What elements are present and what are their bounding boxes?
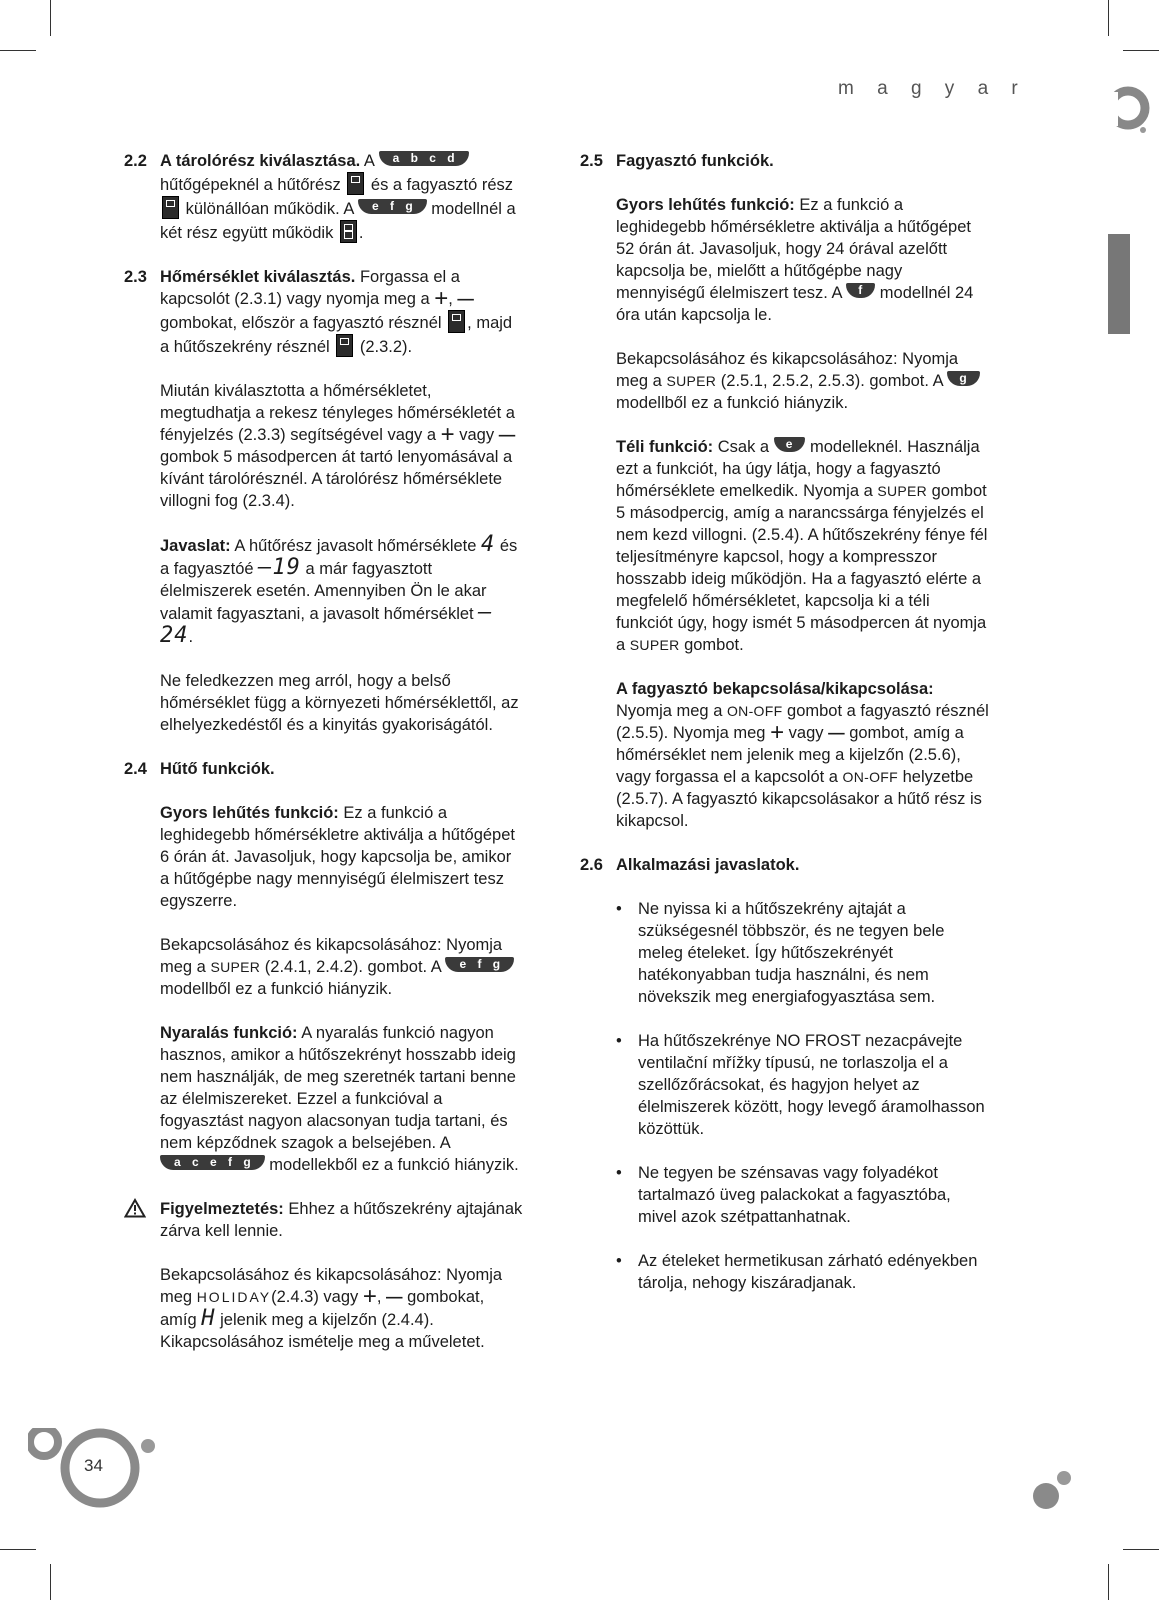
minus-button-icon: —	[828, 724, 845, 742]
subsection-title: Gyors lehűtés funkció:	[616, 196, 795, 214]
subsection-title: A fagyasztó bekapcsolása/kikapcsolása:	[616, 680, 934, 698]
freezer-compartment-icon	[448, 310, 465, 333]
super-button-label: SUPER	[210, 959, 261, 975]
plus-button-icon: +	[434, 285, 449, 312]
onoff-button-label: ON-OFF	[842, 769, 899, 785]
list-item: • Ha hűtőszekrénye NO FROST nezacpávejte ventilační mřížky típusú, ne torlaszolja el a szellőzőrácsokat, és hagyjon helyet az élelmiszerek között, hogy levegő áramolhasson közöttük.	[616, 1030, 990, 1140]
section-title: Hőmérséklet kiválasztás.	[160, 268, 356, 286]
crop-mark	[1123, 50, 1159, 51]
plus-button-icon: +	[770, 719, 785, 746]
model-badge: f	[846, 283, 875, 298]
section-number: 2.3	[124, 268, 147, 286]
display-value: –24	[160, 600, 493, 648]
fridge-compartment-icon	[336, 334, 353, 357]
crop-mark	[50, 0, 51, 36]
list-item: • Az ételeket hermetikusan zárható edényekben tárolja, nehogy kiszáradjanak.	[616, 1250, 990, 1294]
minus-button-icon: —	[386, 1288, 403, 1306]
combined-compartment-icon	[340, 220, 357, 243]
model-badge: a b c d	[379, 151, 469, 166]
list-item: • Ne tegyen be szénsavas vagy folyadékot tartalmazó üveg palackokat a fagyasztóba, mivel azok szétpattanhatnak.	[616, 1162, 990, 1228]
section-tab-marker	[1108, 234, 1130, 334]
onoff-button-label: ON-OFF	[726, 703, 783, 719]
plus-button-icon: +	[362, 1283, 377, 1310]
warning-triangle-icon	[124, 1198, 146, 1218]
section-title: Hűtő funkciók.	[160, 760, 275, 778]
section-number: 2.4	[124, 760, 147, 778]
language-label: m a g y a r	[838, 78, 1027, 99]
section-number: 2.2	[124, 152, 147, 170]
section-2-4: 2.4 Hűtő funkciók. Gyors lehűtés funkció: Ez a funkció a leghidegebb hőmérsékletre aktiválja a hűtőgépet 6 órán át. Javasoljuk, hogy kapcsolja be, amikor a hűtőgépbe nagy mennyiségű élelmiszert tesz egyszerre. Bekapcsolásához és kikapcsolásához: Nyomja meg a SUPER (2.4.1, 2.4.2). gombot. A e f g modellből ez a funkció hiányzik. Nyaralás funkció: A nyaralás funkció nagyon hasznos, amikor a hűtőszekrényt hosszabb ideig nem használják, de meg szeretnék tartani benne az élelmiszereket. Ezzel a funkcióval a fogyasztást nagyon alacsonyan tudja tartani, és nem képződnek szagok a belsejében. A a c e f g modellekből ez a funkció hiányzik. Figyelmeztetés: Ehhez a hűtőszekrény ajtajának zárva kell lennie. Bekapcsolásához és kikapcsolásához: Nyomja meg HOLIDAY(2.4.3) vagy +, — gombokat, amíg H jelenik meg a kijelzőn (2.4.4). Kikapcsolásához ismételje meg a műveletet.	[124, 760, 523, 1351]
crop-mark	[50, 1564, 51, 1600]
holiday-button-label: HOLIDAY	[196, 1289, 272, 1305]
minus-button-icon: —	[498, 426, 516, 444]
section-2-6	[580, 854, 990, 1294]
page-number-badge-decoration	[28, 1428, 158, 1528]
fridge-compartment-icon	[347, 172, 364, 195]
display-value: –19	[258, 555, 301, 580]
right-column	[580, 150, 990, 1316]
subsection-title: Gyors lehűtés funkció:	[160, 804, 339, 822]
crop-mark	[1123, 1549, 1159, 1550]
note-paragraph: Ne feledkezzen meg arról, hogy a belső hőmérséklet függ a környezeti hőmérséklettől, az elhelyezkedéstől és a kinyitás gyakoriságától.	[160, 672, 519, 734]
plus-button-icon: +	[440, 421, 455, 448]
subsection-title: Téli funkció:	[616, 438, 714, 456]
super-button-label: SUPER	[877, 483, 928, 499]
section-title: Fagyasztó funkciók.	[616, 152, 774, 170]
subsection-title: Nyaralás funkció:	[160, 1024, 298, 1042]
crop-mark	[0, 1549, 36, 1550]
warning-label: Figyelmeztetés:	[160, 1200, 284, 1218]
section-number: 2.6	[580, 856, 603, 874]
page-number: 34	[84, 1456, 103, 1475]
model-badge: a c e f g	[160, 1155, 265, 1170]
section-2-2: 2.2 A tárolórész kiválasztása. A a b c d hűtőgépeknél a hűtőrész és a fagyasztó rész különállóan működik. A e f g modellnél a két rész együtt működik .	[124, 151, 516, 242]
crop-mark	[1108, 1564, 1109, 1600]
section-title: A tárolórész kiválasztása.	[160, 152, 361, 170]
section-number: 2.5	[580, 152, 603, 170]
model-badge: e	[774, 437, 806, 452]
left-column	[124, 150, 524, 1375]
crop-mark	[0, 50, 36, 51]
super-button-label: SUPER	[629, 637, 680, 653]
freezer-compartment-icon	[162, 196, 179, 219]
section-2-3: 2.3 Hőmérséklet kiválasztás. Forgassa el a kapcsolót (2.3.1) vagy nyomja meg a +, — gombokat, először a fagyasztó résznél , majd a hűtőszekrény résznél (2.3.2). Miután kiválasztotta a hőmérsékletet, megtudhatja a rekesz tényleges hőmérsékletét a fényjelzés (2.3.3) segítségével vagy a + vagy — gombok 5 másodpercen át tartó lenyomásával a kívánt tárolórésznél. A tárolórész hőmérséklete villogni fog (2.3.4). Javaslat: A hűtőrész javasolt hőmérséklete 4 és a fagyasztóé –19 a már fagyasztott élelmiszerek esetén. Amennyiben Ön le akar valamit fagyasztani, a javasolt hőmérséklet –24. Ne feledkezzen meg arról, hogy a belső hőmérséklet függ a környezeti hőmérséklettől, az elhelyezkedéstől és a kinyitás gyakoriságától.	[124, 266, 524, 736]
display-value: H	[201, 1306, 216, 1331]
model-badge: g	[947, 371, 979, 386]
section-2-5: 2.5 Fagyasztó funkciók. Gyors lehűtés funkció: Ez a funkció a leghidegebb hőmérsékletre aktiválja a hűtőgépet 52 órán át. Javasoljuk, hogy 24 órával azelőtt kapcsolja be, mielőtt a hűtőgépbe nagy mennyiségű élelmiszert tesz. A f modellnél 24 óra után kapcsolja le. Bekapcsolásához és kikapcsolásához: Nyomja meg a SUPER (2.5.1, 2.5.2, 2.5.3). gombot. A g modellből ez a funkció hiányzik. Téli funkció: Csak a e modelleknél. Használja ezt a funkciót, ha úgy látja, hogy a fagyasztó hőmérséklete emelkedik. Nyomja a SUPER gombot 5 másodpercig, amíg a narancssárga fényjelzés el nem kezd villogni. (2.5.4). A hűtőszekrény fénye fél teljesítményre kapcsol, hogy a kompresszor hosszabb ideig működjön. Ha a fagyasztó elérte a megfelelő hőmérsékletet, kapcsolja ki a téli funkciót úgy, hogy ismét 5 másodpercen át nyomja a SUPER gombot. A fagyasztó bekapcsolása/kikapcsolása: Nyomja meg a ON-OFF gombot a fagyasztó résznél (2.5.5). Nyomja meg + vagy — gombot, amíg a hőmérséklet nem jelenik meg a kijelzőn (2.5.6), vagy forgassa el a kapcsolót a ON-OFF helyzetbe (2.5.7). A fagyasztó kikapcsolásakor a hűtő rész is kikapcsol.	[580, 152, 989, 830]
model-badge: e f g	[358, 199, 427, 214]
crop-mark	[1108, 0, 1109, 36]
display-value: 4	[481, 532, 496, 557]
list-item: • Ne nyissa ki a hűtőszekrény ajtaját a szükségesnél többször, és ne tegyen bele meleg ételeket. Így hűtőszekrényét hatékonyabban tudja használni, és nem növekszik meg energiafogyasztása sem.	[616, 898, 990, 1008]
section-title: Alkalmazási javaslatok.	[616, 856, 800, 874]
footer-dots-decoration	[1030, 1468, 1080, 1518]
tip-label: Javaslat:	[160, 537, 231, 555]
nofrost-label: NO FROST	[775, 1032, 861, 1050]
model-badge: e f g	[445, 957, 514, 972]
tips-list	[580, 898, 990, 1294]
corner-logo-mark	[1098, 78, 1159, 148]
minus-button-icon: —	[457, 290, 474, 308]
super-button-label: SUPER	[666, 373, 717, 389]
